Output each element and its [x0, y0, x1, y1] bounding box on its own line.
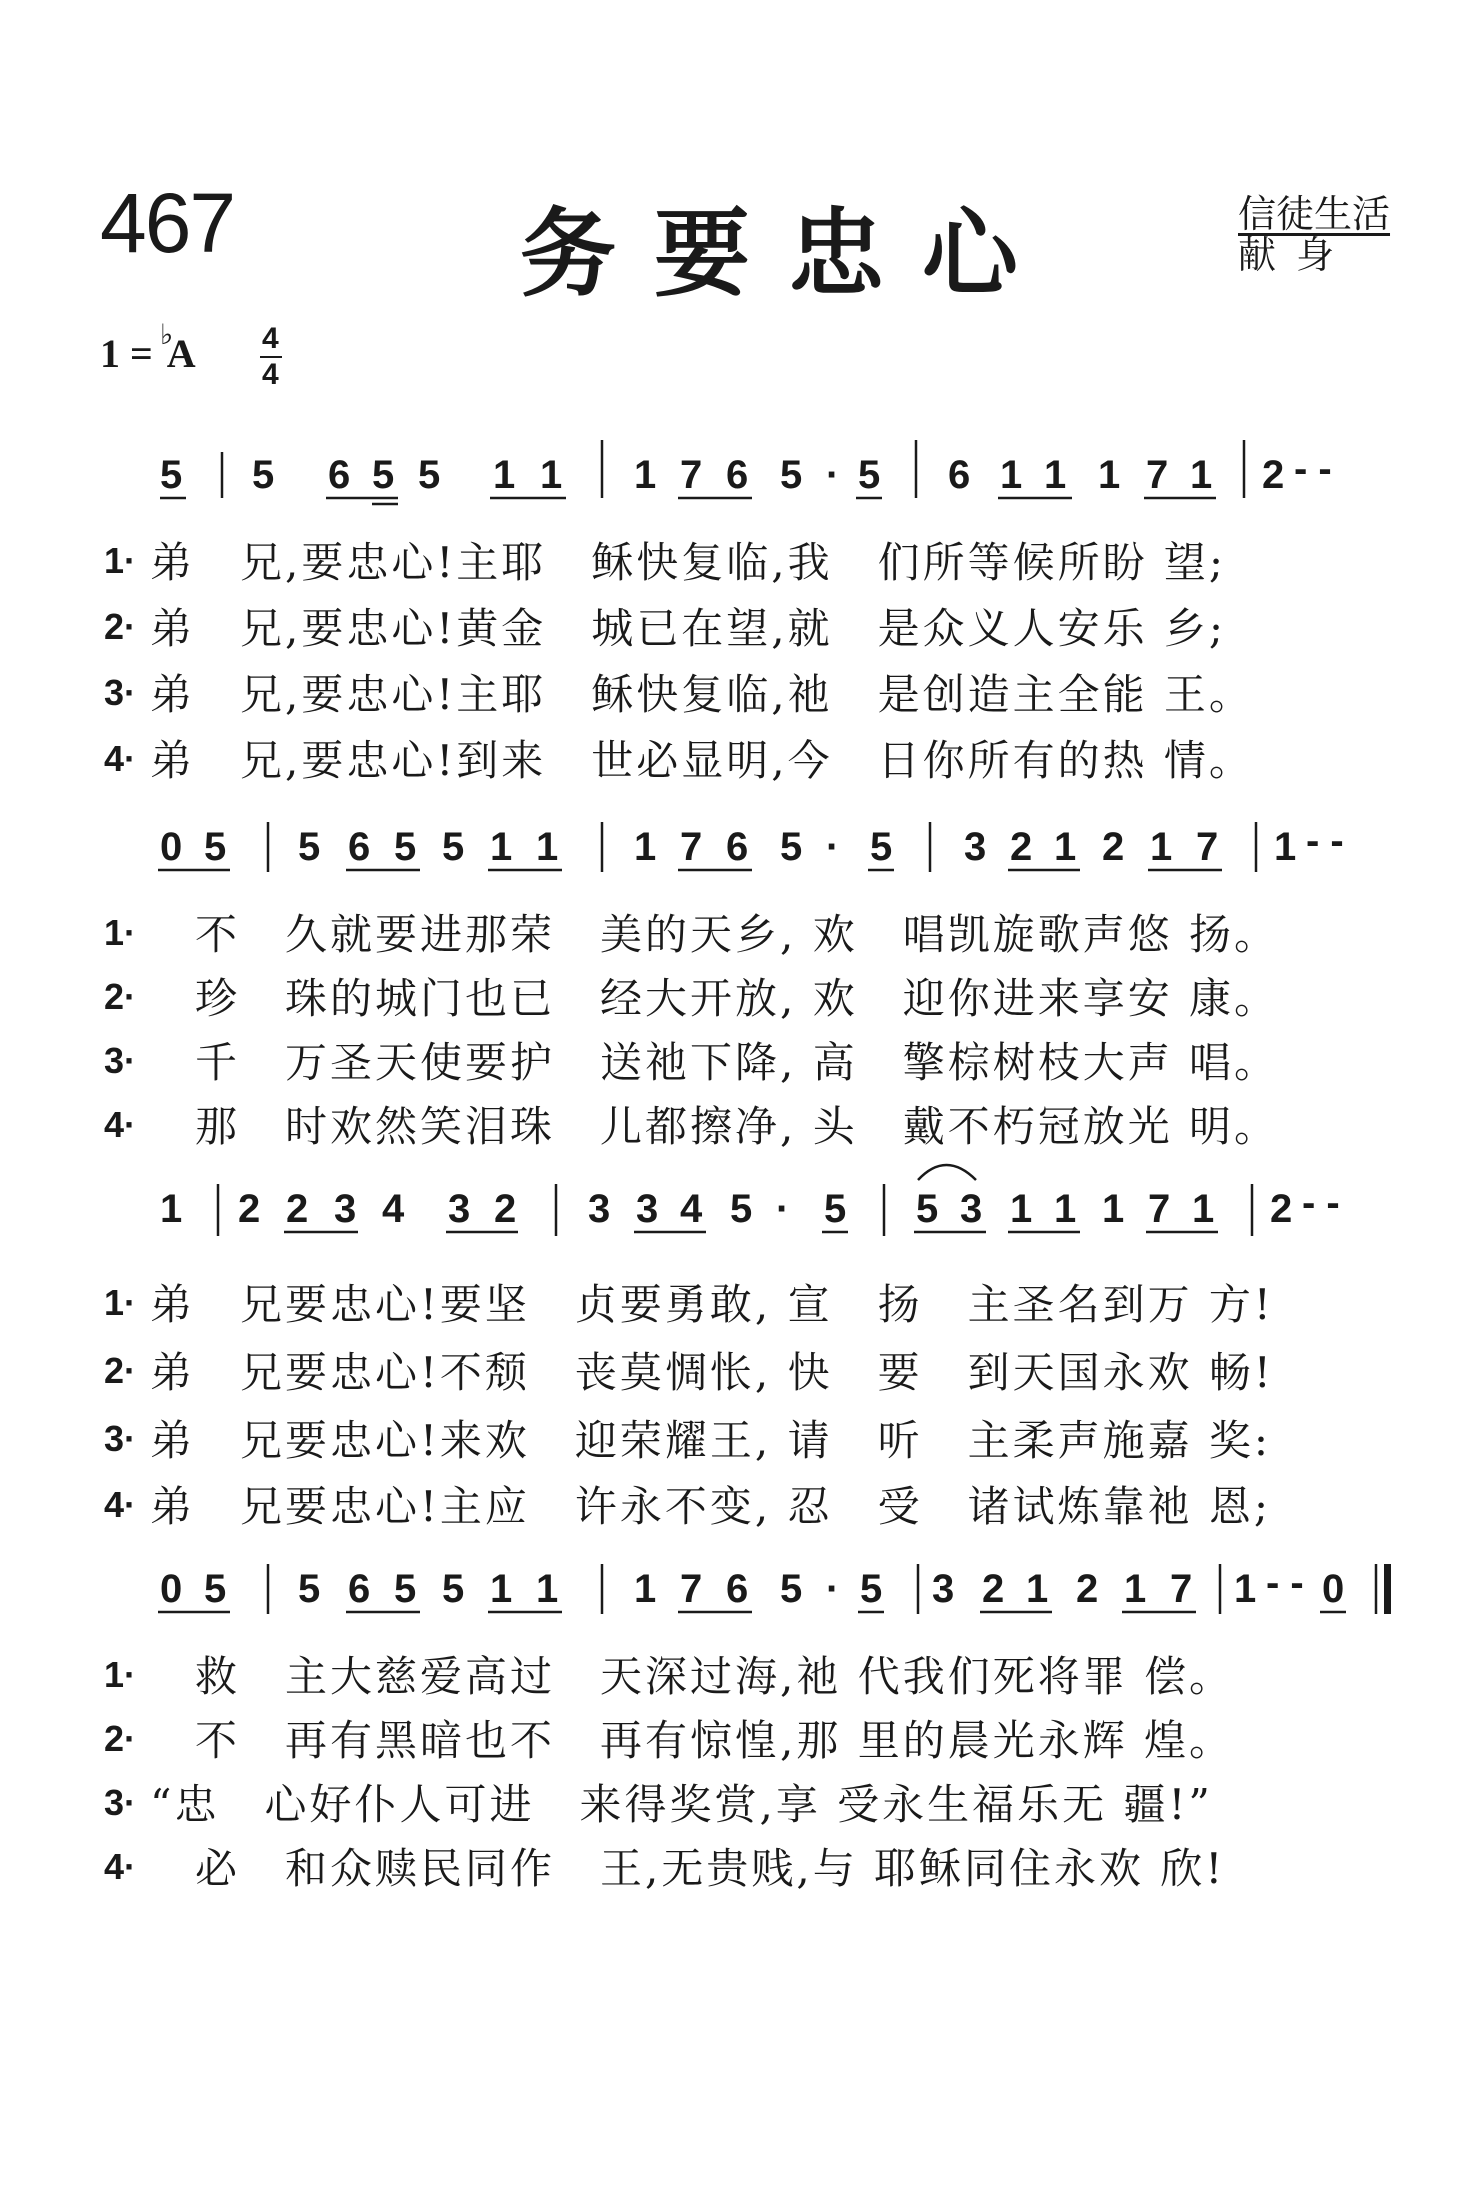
lyric-line: 弟 兄,要忠心!主耶 稣快复临,我 们所等候所盼 望;: [150, 538, 1227, 587]
note: 1: [1150, 825, 1173, 869]
notation-row-1: [160, 440, 1332, 504]
note: 5: [204, 1567, 227, 1611]
note: 1: [490, 825, 513, 869]
note: 1: [536, 825, 559, 869]
verse-number: 2·: [104, 606, 137, 647]
verse-number: 1·: [104, 912, 137, 953]
note: 6: [348, 1567, 371, 1611]
verse-number: 2·: [104, 1350, 137, 1391]
note: 5: [298, 1567, 321, 1611]
note: 5: [204, 825, 227, 869]
note: - -: [1294, 447, 1332, 491]
note: 7: [680, 825, 703, 869]
note: 4: [382, 1187, 405, 1231]
note: 1: [1274, 825, 1297, 869]
note: 7: [1148, 1187, 1171, 1231]
note: - -: [1302, 1181, 1340, 1225]
note: 6: [726, 825, 749, 869]
verse-number: 2·: [104, 1718, 137, 1759]
note: 5: [298, 825, 321, 869]
note: - -: [1266, 1561, 1304, 1605]
note: 2: [1262, 453, 1285, 497]
lyric-line: 弟 兄,要忠心!主耶 稣快复临,祂 是创造主全能 王。: [150, 670, 1254, 719]
note: 5: [418, 453, 441, 497]
note: 7: [680, 453, 703, 497]
category-topic: 信徒生活: [1238, 192, 1391, 236]
note: 1: [540, 453, 563, 497]
lyric-line: 不 久就要进那荣 美的天乡, 欢 唱凯旋歌声悠 扬。: [150, 910, 1280, 959]
note: 3: [960, 1187, 983, 1231]
hymn-title: 务要忠心: [520, 198, 1056, 310]
note: 2: [494, 1187, 517, 1231]
verse-number: 4·: [104, 1846, 137, 1887]
note: 7: [1170, 1567, 1193, 1611]
note: 7: [1146, 453, 1169, 497]
note: 5: [730, 1187, 753, 1231]
note: 1: [1234, 1567, 1257, 1611]
note: 6: [726, 453, 749, 497]
note: 5: [442, 1567, 465, 1611]
time-signature-bottom: 4: [262, 358, 279, 391]
note: 5: [442, 825, 465, 869]
note: 2: [982, 1567, 1005, 1611]
note: 5: [394, 1567, 417, 1611]
verse-number: 1·: [104, 1654, 137, 1695]
note: 5: [160, 453, 183, 497]
note: 2: [286, 1187, 309, 1231]
verse-number: 4·: [104, 1104, 137, 1145]
note: ·: [826, 1567, 840, 1611]
note: 1: [1054, 825, 1077, 869]
note: 1: [536, 1567, 559, 1611]
note: 5: [916, 1187, 939, 1231]
note: 5: [780, 825, 803, 869]
note: 5: [858, 453, 881, 497]
note: 6: [328, 453, 351, 497]
note: 5: [824, 1187, 847, 1231]
note: 1: [1010, 1187, 1033, 1231]
note: 1: [1098, 453, 1121, 497]
flat-sign: ♭: [160, 318, 174, 351]
note: 0: [1322, 1567, 1345, 1611]
key-prefix: 1 =: [100, 331, 153, 376]
note: 2: [1102, 825, 1125, 869]
verse-number: 3·: [104, 672, 137, 713]
lyric-line: 珍 珠的城门也已 经大开放, 欢 迎你进来享安 康。: [150, 974, 1280, 1023]
note: 0: [160, 1567, 183, 1611]
verse-number: 1·: [104, 540, 137, 581]
note: 1: [1124, 1567, 1147, 1611]
final-barline-thick: [1384, 1564, 1391, 1614]
note: 1: [1000, 453, 1023, 497]
note: 1: [490, 1567, 513, 1611]
lyric-line: 必 和众赎民同作 王,无贵贱,与 耶稣同住永欢 欣!: [150, 1844, 1226, 1893]
key-letter: A: [166, 331, 196, 376]
note: 4: [680, 1187, 703, 1231]
note: 5: [860, 1567, 883, 1611]
lyric-line: 救 主大慈爱高过 天深过海,祂 代我们死将罪 偿。: [150, 1652, 1235, 1701]
lyric-line: 千 万圣天使要护 送祂下降, 高 擎棕树枝大声 唱。: [150, 1038, 1280, 1087]
note: ·: [826, 453, 840, 497]
note: 1: [634, 825, 657, 869]
note: - -: [1306, 819, 1344, 863]
lyric-line: 弟 兄,要忠心!黄金 城已在望,就 是众义人安乐 乡;: [150, 604, 1227, 653]
note: 2: [1076, 1567, 1099, 1611]
note: 6: [726, 1567, 749, 1611]
verse-number: 2·: [104, 976, 137, 1017]
note: 3: [448, 1187, 471, 1231]
lyric-line: 不 再有黑暗也不 再有惊惶,那 里的晨光永辉 煌。: [150, 1716, 1235, 1765]
note: 1: [1102, 1187, 1125, 1231]
lyric-line: 弟 兄要忠心!主应 许永不变, 忍 受 诸试炼靠祂 恩;: [150, 1482, 1272, 1531]
note: 5: [252, 453, 275, 497]
note: 6: [348, 825, 371, 869]
note: ·: [826, 825, 840, 869]
note: 3: [964, 825, 987, 869]
note: 2: [1010, 825, 1033, 869]
note: 3: [932, 1567, 955, 1611]
note: 1: [1054, 1187, 1077, 1231]
time-signature-top: 4: [262, 322, 279, 355]
note: 7: [680, 1567, 703, 1611]
category-subtopic: 献身: [1238, 233, 1355, 277]
verse-number: 3·: [104, 1040, 137, 1081]
note: 1: [1192, 1187, 1215, 1231]
note: 5: [870, 825, 893, 869]
notation-row-3: [160, 1165, 1340, 1236]
slur: [918, 1165, 976, 1180]
note: 5: [394, 825, 417, 869]
note: 6: [948, 453, 971, 497]
verse-number: 1·: [104, 1282, 137, 1323]
note: 1: [160, 1187, 183, 1231]
note: 2: [238, 1187, 261, 1231]
note: 5: [780, 453, 803, 497]
lyric-line: “忠 心好仆人可进 来得奖赏,享 受永生福乐无 疆!”: [150, 1780, 1213, 1829]
verse-number: 4·: [104, 738, 137, 779]
notation-row-4: [158, 1561, 1391, 1614]
lyric-line: 弟 兄要忠心!不颓 丧莫惆怅, 快 要 到天国永欢 畅!: [150, 1348, 1274, 1397]
lyric-line: 弟 兄要忠心!来欢 迎荣耀王, 请 听 主柔声施嘉 奖:: [150, 1416, 1272, 1465]
hymn-number: 467: [100, 176, 235, 270]
lyric-line: 弟 兄,要忠心!到来 世必显明,今 日你所有的热 情。: [150, 736, 1254, 785]
note: 1: [1026, 1567, 1049, 1611]
note: 5: [372, 453, 395, 497]
note: 1: [1190, 453, 1213, 497]
note: 3: [334, 1187, 357, 1231]
note: 3: [588, 1187, 611, 1231]
note: 2: [1270, 1187, 1293, 1231]
lyric-line: 那 时欢然笑泪珠 儿都擦净, 头 戴不朽冠放光 明。: [150, 1102, 1280, 1151]
lyric-line: 弟 兄要忠心!要坚 贞要勇敢, 宣 扬 主圣名到万 方!: [150, 1280, 1274, 1329]
note: ·: [776, 1187, 790, 1231]
verse-number: 4·: [104, 1484, 137, 1525]
note: 0: [160, 825, 183, 869]
note: 1: [634, 1567, 657, 1611]
note: 3: [636, 1187, 659, 1231]
verse-number: 3·: [104, 1782, 137, 1823]
note: 1: [1044, 453, 1067, 497]
note: 7: [1196, 825, 1219, 869]
notation-row-2: [158, 819, 1344, 872]
verse-number: 3·: [104, 1418, 137, 1459]
note: 5: [780, 1567, 803, 1611]
note: 1: [493, 453, 516, 497]
note: 1: [634, 453, 657, 497]
